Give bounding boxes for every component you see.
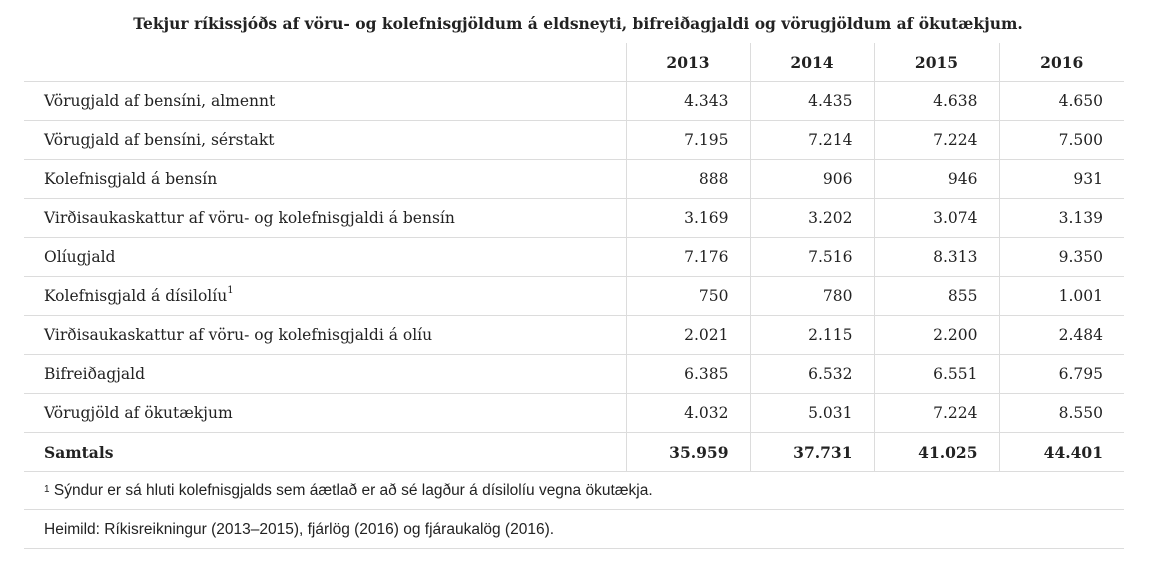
value-cell: 750 xyxy=(626,277,750,316)
footnote-reference: 1 xyxy=(227,285,234,296)
value-cell: 3.169 xyxy=(626,199,750,238)
row-label xyxy=(24,238,626,277)
total-row xyxy=(24,433,1124,472)
value-cell: 7.176 xyxy=(626,238,750,277)
row-label-text: Kolefnisgjald á bensín xyxy=(44,170,218,188)
header-row xyxy=(24,43,1124,82)
revenue-table xyxy=(24,43,1124,472)
footnote-text: Sýndur er sá hluti kolefnisgjalds sem áætlað er að sé lagður á dísilolíu vegna ökutækja. xyxy=(53,482,653,499)
value-cell: 7.224 xyxy=(874,394,999,433)
value-cell: 906 xyxy=(750,160,874,199)
value-cell: 7.224 xyxy=(874,121,999,160)
value-cell: 2.115 xyxy=(750,316,874,355)
value-cell: 2.021 xyxy=(626,316,750,355)
header-empty-cell xyxy=(24,43,626,82)
value-cell: 8.550 xyxy=(999,394,1124,433)
value-cell: 6.532 xyxy=(750,355,874,394)
row-label xyxy=(24,199,626,238)
table-row xyxy=(24,121,1124,160)
value-cell: 4.435 xyxy=(750,82,874,121)
value-cell: 780 xyxy=(750,277,874,316)
row-label-text: Virðisaukaskattur af vöru- og kolefnisgjaldi á bensín xyxy=(44,209,455,227)
column-header: 2013 xyxy=(626,43,750,82)
value-cell: 3.139 xyxy=(999,199,1124,238)
row-label-text: Vörugjald af bensíni, almennt xyxy=(44,92,276,110)
table-row xyxy=(24,82,1124,121)
row-label-text: Kolefnisgjald á dísilolíu xyxy=(44,287,228,305)
value-cell: 7.214 xyxy=(750,121,874,160)
value-cell: 1.001 xyxy=(999,277,1124,316)
value-cell: 6.795 xyxy=(999,355,1124,394)
row-label-text: Vörugjöld af ökutækjum xyxy=(44,404,233,422)
row-label xyxy=(24,394,626,433)
source-note: Heimild: Ríkisreikningur (2013–2015), fjárlög (2016) og fjáraukalög (2016). xyxy=(24,511,1124,549)
value-cell: 888 xyxy=(626,160,750,199)
value-cell: 7.195 xyxy=(626,121,750,160)
value-cell: 3.074 xyxy=(874,199,999,238)
row-label-text: Bifreiðagjald xyxy=(44,365,146,383)
row-label xyxy=(24,355,626,394)
table-row xyxy=(24,316,1124,355)
value-cell: 3.202 xyxy=(750,199,874,238)
table-row xyxy=(24,277,1124,316)
total-value-cell: 37.731 xyxy=(750,433,874,472)
table-row xyxy=(24,160,1124,199)
value-cell: 7.516 xyxy=(750,238,874,277)
value-cell: 6.551 xyxy=(874,355,999,394)
value-cell: 5.031 xyxy=(750,394,874,433)
table-row xyxy=(24,355,1124,394)
column-header: 2014 xyxy=(750,43,874,82)
table-row xyxy=(24,394,1124,433)
value-cell: 946 xyxy=(874,160,999,199)
value-cell: 4.032 xyxy=(626,394,750,433)
table-row xyxy=(24,238,1124,277)
table-row xyxy=(24,199,1124,238)
footnote-marker: 1 xyxy=(44,484,50,495)
row-label-text: Virðisaukaskattur af vöru- og kolefnisgjaldi á olíu xyxy=(44,326,433,344)
row-label xyxy=(24,277,626,316)
value-cell: 7.500 xyxy=(999,121,1124,160)
column-header: 2016 xyxy=(999,43,1124,82)
row-label xyxy=(24,121,626,160)
row-label xyxy=(24,316,626,355)
column-header: 2015 xyxy=(874,43,999,82)
row-label-text: Samtals xyxy=(44,442,114,462)
value-cell: 4.343 xyxy=(626,82,750,121)
value-cell: 4.638 xyxy=(874,82,999,121)
total-value-cell: 35.959 xyxy=(626,433,750,472)
value-cell: 4.650 xyxy=(999,82,1124,121)
row-label xyxy=(24,160,626,199)
value-cell: 855 xyxy=(874,277,999,316)
row-label xyxy=(24,82,626,121)
value-cell: 9.350 xyxy=(999,238,1124,277)
value-cell: 931 xyxy=(999,160,1124,199)
row-label-text: Olíugjald xyxy=(44,248,116,266)
row-label-text: Vörugjald af bensíni, sérstakt xyxy=(44,131,275,149)
footnote xyxy=(24,472,1124,510)
value-cell: 2.484 xyxy=(999,316,1124,355)
value-cell: 2.200 xyxy=(874,316,999,355)
total-value-cell: 44.401 xyxy=(999,433,1124,472)
value-cell: 8.313 xyxy=(874,238,999,277)
total-value-cell: 41.025 xyxy=(874,433,999,472)
total-label xyxy=(24,433,626,472)
table-caption: Tekjur ríkissjóðs af vöru- og kolefnisgjöldum á eldsneyti, bifreiðagjaldi og vörugjöldum af ökutækjum. xyxy=(133,14,1023,33)
value-cell: 6.385 xyxy=(626,355,750,394)
